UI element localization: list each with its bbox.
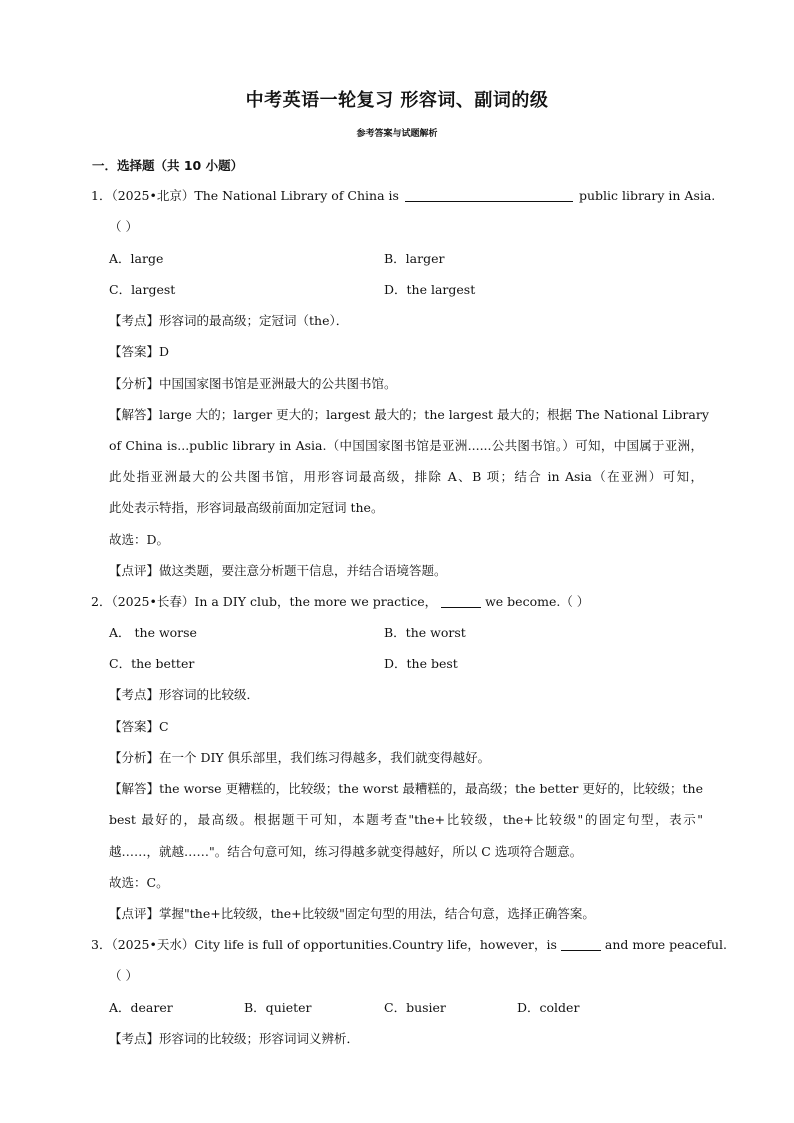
option-b: B．quieter	[244, 1000, 312, 1015]
section-heading: 一．选择题（共 10 小题）	[92, 158, 244, 173]
comment-line: 【点评】做这类题，要注意分析题干信息，并结合语境答题。	[109, 563, 447, 578]
option-d: D．colder	[517, 1000, 580, 1015]
question-1-paren: （ ）	[109, 219, 138, 234]
answer-line: 【答案】C	[109, 719, 169, 734]
answer-blank	[561, 938, 601, 951]
question-3-stem-text: 3．（2025•天水）City life is full of opportunities.Country life，however，is	[91, 937, 557, 952]
analysis-line: 【分析】中国国家图书馆是亚洲最大的公共图书馆。	[109, 376, 397, 391]
option-a: A． the worse	[109, 625, 197, 640]
question-3-paren: （ ）	[109, 968, 138, 983]
analysis-line: 【分析】在一个 DIY 俱乐部里，我们练习得越多，我们就变得越好。	[109, 750, 491, 765]
question-2-stem	[91, 592, 589, 610]
option-c: C．busier	[384, 1000, 446, 1015]
choice-line: 故选：D。	[109, 532, 170, 547]
solution-line: 此处指亚洲最大的公共图书馆，用形容词最高级，排除 A、B 项；结合 in Asia（在亚洲）可知，	[109, 469, 703, 484]
answer-blank	[441, 595, 481, 608]
answer-blank	[405, 189, 573, 202]
question-3-stem-end: and more peaceful.	[604, 937, 727, 952]
option-a: A．large	[109, 251, 164, 266]
option-c: C．the better	[109, 656, 195, 671]
question-2-stem-end: we become.（ ）	[485, 594, 590, 609]
question-1-stem-end: public library in Asia.	[578, 188, 716, 203]
page-title: 中考英语一轮复习 形容词、副词的级	[245, 90, 549, 111]
question-1-stem	[91, 186, 715, 204]
kaodian-line: 【考点】形容词的比较级；形容词词义辨析．	[109, 1031, 360, 1046]
solution-line: best 最好的，最高级。根据题干可知，本题考查"the+比较级，the+比较级"的固定句型，表示"	[109, 812, 703, 827]
choice-line: 故选：C。	[109, 875, 169, 890]
question-3-stem	[91, 935, 727, 953]
question-1-stem-text: 1．（2025•北京）The National Library of China is	[91, 188, 399, 203]
solution-line: 越……，就越……"。结合句意可知，练习得越多就变得越好，所以 C 选项符合题意。	[109, 844, 583, 859]
solution-line: of China is...public library in Asia.（中国国家图书馆是亚洲......公共图书馆。）可知，中国属于亚洲，	[109, 438, 703, 453]
option-c: C．largest	[109, 282, 176, 297]
option-b: B．larger	[384, 251, 445, 266]
page-subtitle: 参考答案与试题解析	[356, 129, 438, 139]
solution-line: 此处表示特指，形容词最高级前面加定冠词 the。	[109, 500, 384, 515]
question-2-stem-text: 2．（2025•长春）In a DIY club，the more we practice，	[91, 594, 438, 609]
solution-line: 【解答】the worse 更糟糕的，比较级；the worst 最糟糕的，最高级；the better 更好的，比较级；the	[109, 781, 703, 796]
solution-line: 【解答】large 大的；larger 更大的；largest 最大的；the largest 最大的；根据 The National Library	[109, 407, 709, 422]
option-d: D．the largest	[384, 282, 476, 297]
option-a: A．dearer	[109, 1000, 173, 1015]
kaodian-line: 【考点】形容词的最高级；定冠词（the）．	[109, 313, 349, 328]
option-b: B．the worst	[384, 625, 466, 640]
kaodian-line: 【考点】形容词的比较级．	[109, 687, 260, 702]
comment-line: 【点评】掌握"the+比较级，the+比较级"固定句型的用法，结合句意，选择正确答案。	[109, 906, 595, 921]
answer-line: 【答案】D	[109, 344, 170, 359]
option-d: D．the best	[384, 656, 458, 671]
